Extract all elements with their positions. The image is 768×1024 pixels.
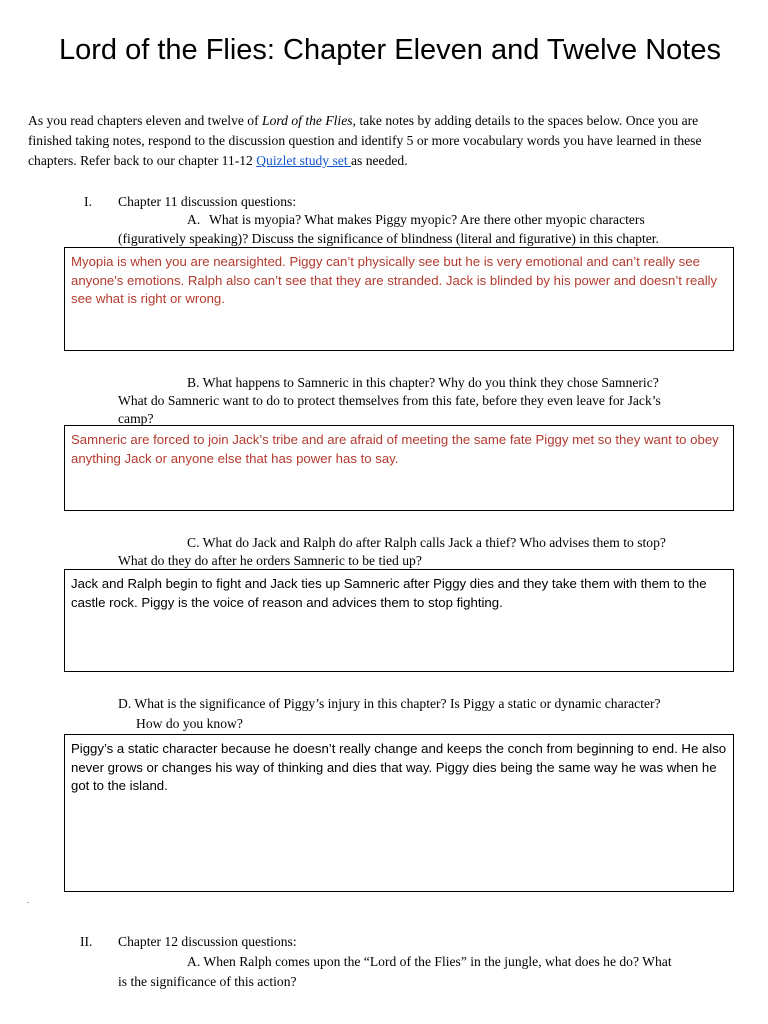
answer-1b-box[interactable]: Samneric are forced to join Jack’s tribe and are afraid of meeting the same fate Piggy met so they want to obey anything Jack or anyone else that has power has to say. [64,425,734,511]
answer-1c-box[interactable]: Jack and Ralph begin to fight and Jack ties up Samneric after Piggy dies and they take them with them to the castle rock. Piggy is the voice of reason and advices them to stop fighting. [64,569,734,672]
question-1b-line1: B. What happens to Samneric in this chapter? Why do you think they chose Samneric? [187,375,659,390]
question-1a-line1: What is myopia? What makes Piggy myopic? Are there other myopic characters [209,212,645,227]
book-title: Lord of the Flies [262,113,353,128]
question-1d-line1: D. What is the significance of Piggy’s injury in this chapter? Is Piggy a static or dynamic character? [118,696,661,711]
intro-paragraph [28,111,740,171]
stray-mark: . [27,896,30,905]
intro-text-2: , take notes by adding details to the spaces below. Once you are finished taking notes, respond to the discussion question and identify 5 or more vocabulary words you have learned in these chapters. Refer back to our chapter 11-12 [28,113,702,168]
question-1c-line2: What do they do after he orders Samneric to be tied up? [118,553,422,568]
question-2a-line2: is the significance of this action? [118,974,297,989]
question-1b-line2: What do Samneric want to do to protect themselves from this fate, before they even leave for Jack’s [118,393,661,408]
question-1d-line2: How do you know? [136,716,243,731]
answer-1a-box[interactable]: Myopia is when you are nearsighted. Piggy can’t physically see but he is very emotional and can’t really see anyone's emotions. Ralph also can’t see that they are stranded. Jack is blinded by his power and doesn’t really see what is right or wrong. [64,247,734,351]
question-1c-line1: C. What do Jack and Ralph do after Ralph calls Jack a thief? Who advises them to stop? [187,535,666,550]
answer-1d-box[interactable]: Piggy’s a static character because he doesn’t really change and keeps the conch from beginning to end. He also never grows or changes his way of thinking and dies that way. Piggy dies being the same way he was when he got to the island. [64,734,734,892]
question-1b-line3: camp? [118,411,154,426]
page-title: Lord of the Flies: Chapter Eleven and Twelve Notes [58,34,721,66]
question-1a-line2: (figuratively speaking)? Discuss the significance of blindness (literal and figurative) in this chapter. [118,231,659,246]
quizlet-link[interactable]: Quizlet study set [256,153,351,168]
section1-heading: Chapter 11 discussion questions: [118,194,297,209]
section2-numeral: II. [80,934,93,949]
intro-text-1: As you read chapters eleven and twelve of [28,113,263,128]
question-1a-letter: A. [187,212,201,227]
section2-heading: Chapter 12 discussion questions: [118,934,297,949]
intro-text-3: as needed. [351,153,408,168]
section1-numeral: I. [84,194,92,209]
question-2a-line1: A. When Ralph comes upon the “Lord of the Flies” in the jungle, what does he do? What [187,954,672,969]
